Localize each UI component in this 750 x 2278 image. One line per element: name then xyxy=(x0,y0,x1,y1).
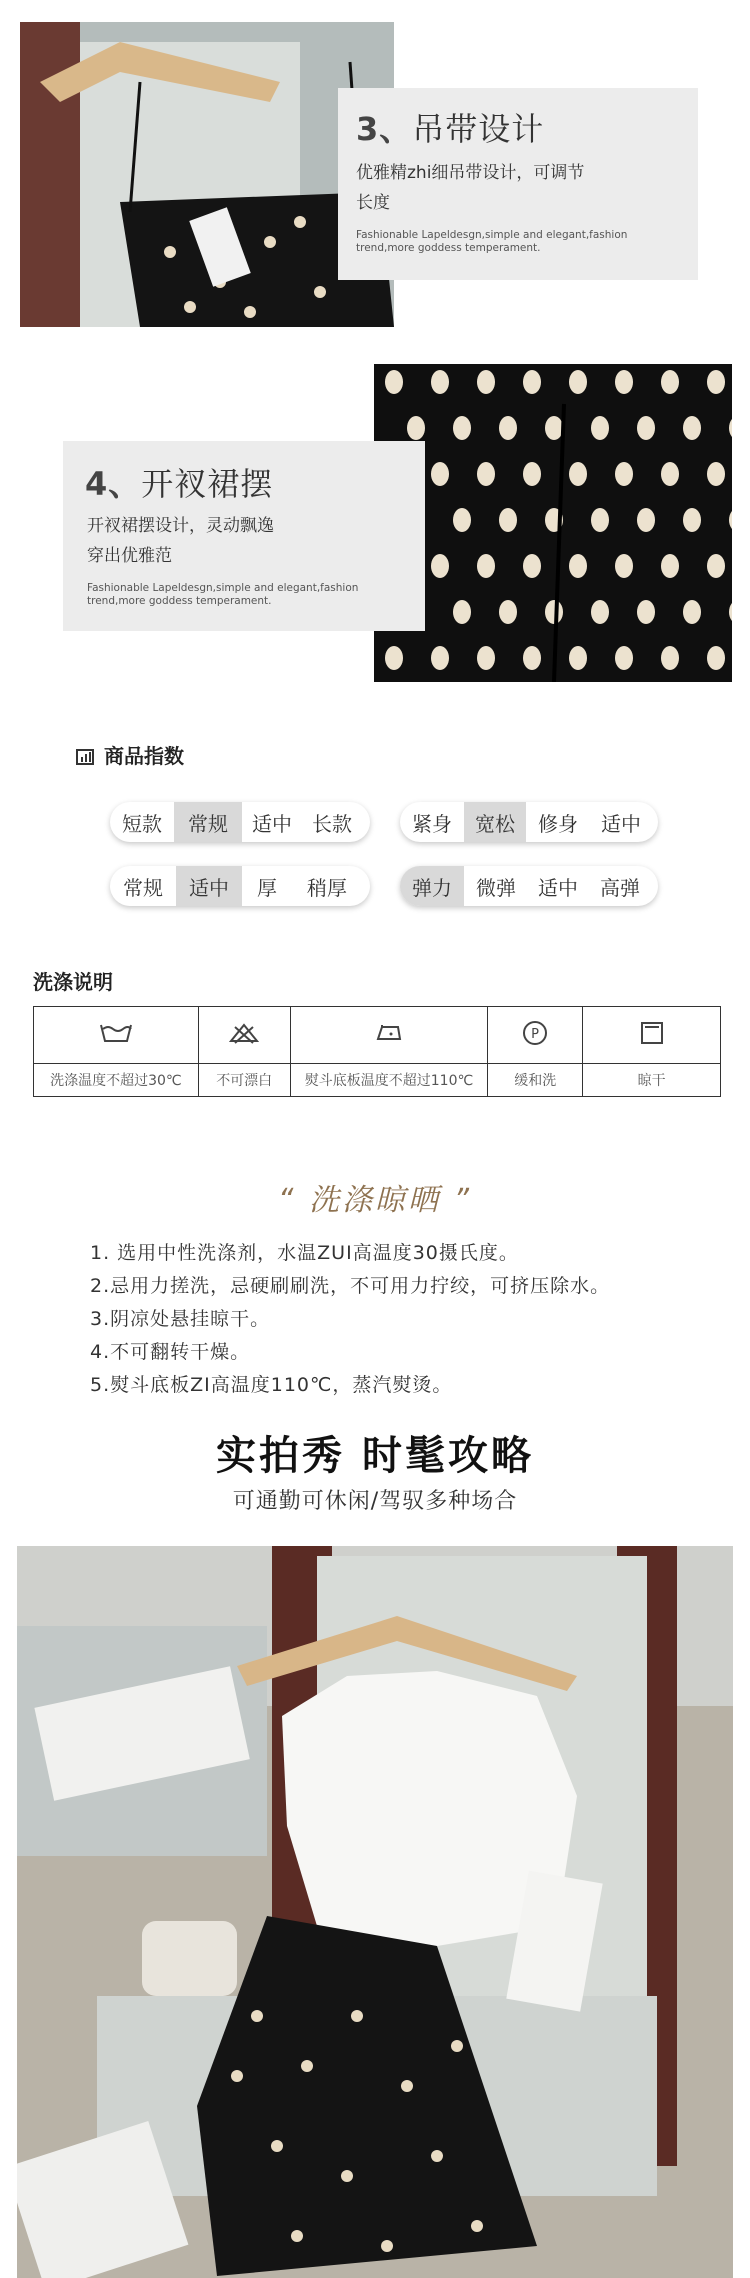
dress-on-chair-illustration xyxy=(17,1546,733,2278)
real-shot-subtitle: 可通勤可休闲/驾驭多种场合 xyxy=(232,1489,518,1514)
professional-clean-icon xyxy=(488,1007,583,1064)
washing-item: 2.忌用力搓洗，忌硬刷刷洗，不可用力拧绞，可挤压除水。 xyxy=(90,1275,611,1297)
index-option: 紧身 xyxy=(412,811,452,836)
bear-print-motif xyxy=(431,370,449,394)
caption-body-line: 长度 xyxy=(356,193,390,213)
bear-print-motif xyxy=(523,370,541,394)
bear-print-motif xyxy=(431,462,449,486)
caption-english-line: Fashionable Lapeldesgn,simple and elegant,fashion xyxy=(356,229,628,241)
care-label: 缓和洗 xyxy=(488,1064,583,1097)
caption-title-text: 吊带设计 xyxy=(412,110,545,148)
caption-english-line: Fashionable Lapeldesgn,simple and elegant,fashion xyxy=(87,582,359,594)
washing-list xyxy=(90,1237,610,1402)
caption-body xyxy=(356,158,584,218)
iron-icon xyxy=(290,1007,488,1064)
dry-icon xyxy=(583,1007,721,1064)
chart-icon xyxy=(76,746,94,770)
care-label: 晾干 xyxy=(583,1064,721,1097)
bear-print-motif xyxy=(707,370,725,394)
bear-print-motif xyxy=(591,416,609,440)
index-option: 修身 xyxy=(538,811,578,836)
bear-print-motif xyxy=(661,646,679,670)
bear-print-motif xyxy=(591,600,609,624)
length-index xyxy=(110,802,370,842)
svg-text:P: P xyxy=(531,1027,540,1042)
bear-print-motif xyxy=(569,462,587,486)
caption-number: 4、 xyxy=(85,465,142,503)
product-index-title: 商品指数 xyxy=(104,744,184,768)
bear-print-motif xyxy=(453,416,471,440)
index-option-selected: 常规 xyxy=(174,802,242,842)
bear-print-motif xyxy=(477,370,495,394)
index-option-selected: 适中 xyxy=(176,866,242,906)
bear-print-motif xyxy=(523,646,541,670)
index-option: 短款 xyxy=(122,811,162,836)
index-option: 适中 xyxy=(538,875,578,900)
bear-print-motif xyxy=(431,646,449,670)
bear-print-motif xyxy=(707,554,725,578)
bear-print-fabric xyxy=(374,364,732,682)
bear-print-motif xyxy=(545,600,563,624)
real-shot-photo xyxy=(17,1546,733,2278)
bear-print-motif xyxy=(499,600,517,624)
bear-print-motif xyxy=(661,462,679,486)
caption-body-line: 优雅精zhi细吊带设计，可调节 xyxy=(356,163,585,183)
product-index-heading xyxy=(76,740,184,770)
care-label: 洗涤温度不超过30℃ xyxy=(34,1064,199,1097)
bear-print-motif xyxy=(385,646,403,670)
bear-print-motif xyxy=(523,462,541,486)
caption-body-line: 开衩裙摆设计，灵动飘逸 xyxy=(87,516,274,536)
index-option-label: 弹力 xyxy=(400,866,464,906)
caption-body xyxy=(87,511,274,571)
elasticity-index xyxy=(400,866,658,906)
skirt-slit-caption xyxy=(63,441,425,631)
caption-number: 3、 xyxy=(356,110,413,148)
bear-print-motif xyxy=(477,554,495,578)
caption-english-line: trend,more goddess temperament. xyxy=(356,242,541,254)
washing-item: 4.不可翻转干燥。 xyxy=(90,1341,251,1363)
bear-print-motif xyxy=(477,646,495,670)
caption-english xyxy=(87,582,358,608)
bear-print-motif xyxy=(499,508,517,532)
bear-print-motif xyxy=(453,600,471,624)
bear-print-motif xyxy=(637,508,655,532)
bear-print-motif xyxy=(407,416,425,440)
bear-print-motif xyxy=(707,646,725,670)
bear-print-motif xyxy=(591,508,609,532)
no-bleach-icon xyxy=(198,1007,290,1064)
washing-item: 5.熨斗底板ZI高温度110℃，蒸汽熨烫。 xyxy=(90,1374,453,1396)
bear-print-motif xyxy=(615,646,633,670)
bear-print-motif xyxy=(615,462,633,486)
fit-index xyxy=(400,802,658,842)
bear-print-motif xyxy=(453,508,471,532)
caption-body-line: 穿出优雅范 xyxy=(87,546,172,566)
index-option: 高弹 xyxy=(600,875,640,900)
bear-print-motif xyxy=(477,462,495,486)
bear-print-motif xyxy=(431,554,449,578)
skirt-slit-photo xyxy=(374,364,732,682)
real-shot-title: 实拍秀 时髦攻略 xyxy=(216,1433,534,1479)
bear-print-motif xyxy=(499,416,517,440)
bear-print-motif xyxy=(615,554,633,578)
care-table xyxy=(33,1006,721,1097)
bear-print-motif xyxy=(569,370,587,394)
bear-print-motif xyxy=(569,554,587,578)
wash-30-icon xyxy=(34,1007,199,1064)
bear-print-motif xyxy=(683,600,701,624)
bear-print-motif xyxy=(683,416,701,440)
index-option: 长款 xyxy=(312,811,352,836)
caption-title xyxy=(356,104,544,150)
bear-print-motif xyxy=(637,416,655,440)
index-option: 稍厚 xyxy=(307,875,347,900)
index-option: 厚 xyxy=(257,875,277,900)
washing-item: 3.阴凉处悬挂晾干。 xyxy=(90,1308,271,1330)
index-option: 适中 xyxy=(601,811,641,836)
bear-print-motif xyxy=(661,370,679,394)
index-option: 常规 xyxy=(123,875,163,900)
bear-print-motif xyxy=(385,370,403,394)
care-label: 不可漂白 xyxy=(198,1064,290,1097)
washing-title: “ 洗涤晾晒 ” xyxy=(277,1183,473,1218)
caption-english xyxy=(356,229,627,255)
caption-title-text: 开衩裙摆 xyxy=(141,465,274,503)
bear-print-motif xyxy=(661,554,679,578)
washing-item: 1. 选用中性洗涤剂，水温ZUI高温度30摄氏度。 xyxy=(90,1242,519,1264)
thickness-index xyxy=(110,866,370,906)
caption-english-line: trend,more goddess temperament. xyxy=(87,595,272,607)
care-heading: 洗涤说明 xyxy=(33,970,113,994)
bear-print-motif xyxy=(683,508,701,532)
bear-print-motif xyxy=(569,646,587,670)
bear-print-motif xyxy=(523,554,541,578)
index-option: 微弹 xyxy=(476,875,516,900)
caption-title xyxy=(85,459,273,505)
index-option-selected: 宽松 xyxy=(464,802,526,842)
bear-print-motif xyxy=(637,600,655,624)
bear-print-motif xyxy=(615,370,633,394)
index-option: 适中 xyxy=(252,811,292,836)
care-label: 熨斗底板温度不超过110℃ xyxy=(290,1064,488,1097)
bear-print-motif xyxy=(707,462,725,486)
strap-design-caption xyxy=(338,88,698,280)
bear-print-motif xyxy=(545,416,563,440)
